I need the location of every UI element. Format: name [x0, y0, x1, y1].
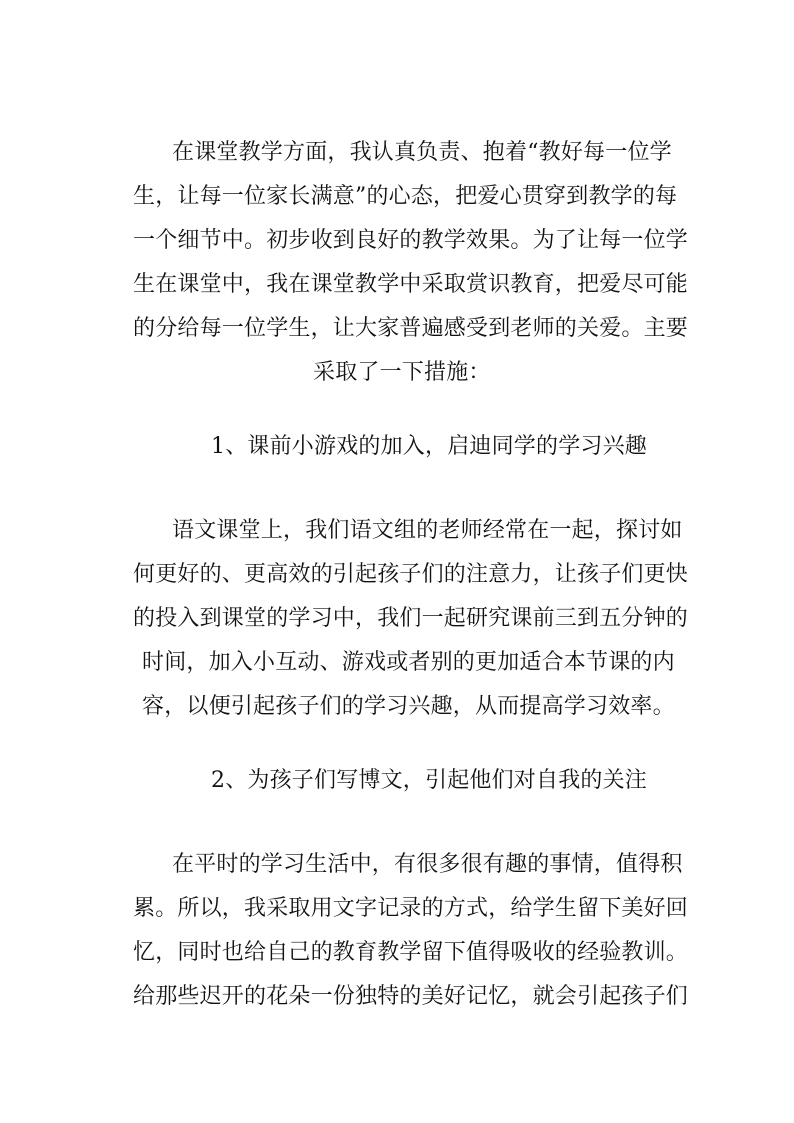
paragraph-2-line-5: 容，以便引起孩子们的学习兴趣，从而提高学习效率。 — [142, 694, 675, 719]
paragraph-2-line-3: 的投入到课堂的学习中，我们一起研究课前三到五分钟的 — [133, 606, 689, 631]
paragraph-2-line-1: 语文课堂上，我们语文组的老师经常在一起，探讨如 — [172, 518, 683, 543]
paragraph-3-line-3: 忆，同时也给自己的教育教学留下值得吸收的经验教训。 — [133, 940, 689, 965]
paragraph-1-line-6: 采取了一下措施： — [313, 360, 491, 385]
section-heading-1: 1、课前小游戏的加入，启迪同学的学习兴趣 — [211, 434, 647, 459]
paragraph-1-line-4: 生在课堂中，我在课堂教学中采取赏识教育，把爱尽可能 — [133, 272, 689, 297]
paragraph-1-line-3: 一个细节中。初步收到良好的教学效果。为了让每一位学 — [133, 228, 689, 253]
paragraph-1-line-1: 在课堂教学方面，我认真负责、抱着“教好每一位学 — [172, 140, 672, 165]
paragraph-1-line-2: 生，让每一位家长满意”的心态，把爱心贯穿到教学的每 — [133, 184, 678, 209]
paragraph-3-line-1: 在平时的学习生活中，有很多很有趣的事情，值得积 — [172, 852, 683, 877]
paragraph-3-line-4: 给那些迟开的花朵一份独特的美好记忆，就会引起孩子们 — [133, 984, 689, 1009]
section-heading-2: 2、为孩子们写博文，引起他们对自我的关注 — [211, 768, 647, 793]
paragraph-2-line-2: 何更好的、更高效的引起孩子们的注意力，让孩子们更快 — [133, 562, 689, 587]
paragraph-3-line-2: 累。所以，我采取用文字记录的方式，给学生留下美好回 — [133, 896, 689, 921]
paragraph-2-line-4: 时间，加入小互动、游戏或者别的更加适合本节课的内 — [142, 650, 675, 675]
paragraph-1-line-5: 的分给每一位学生，让大家普遍感受到老师的关爱。主要 — [133, 316, 689, 341]
